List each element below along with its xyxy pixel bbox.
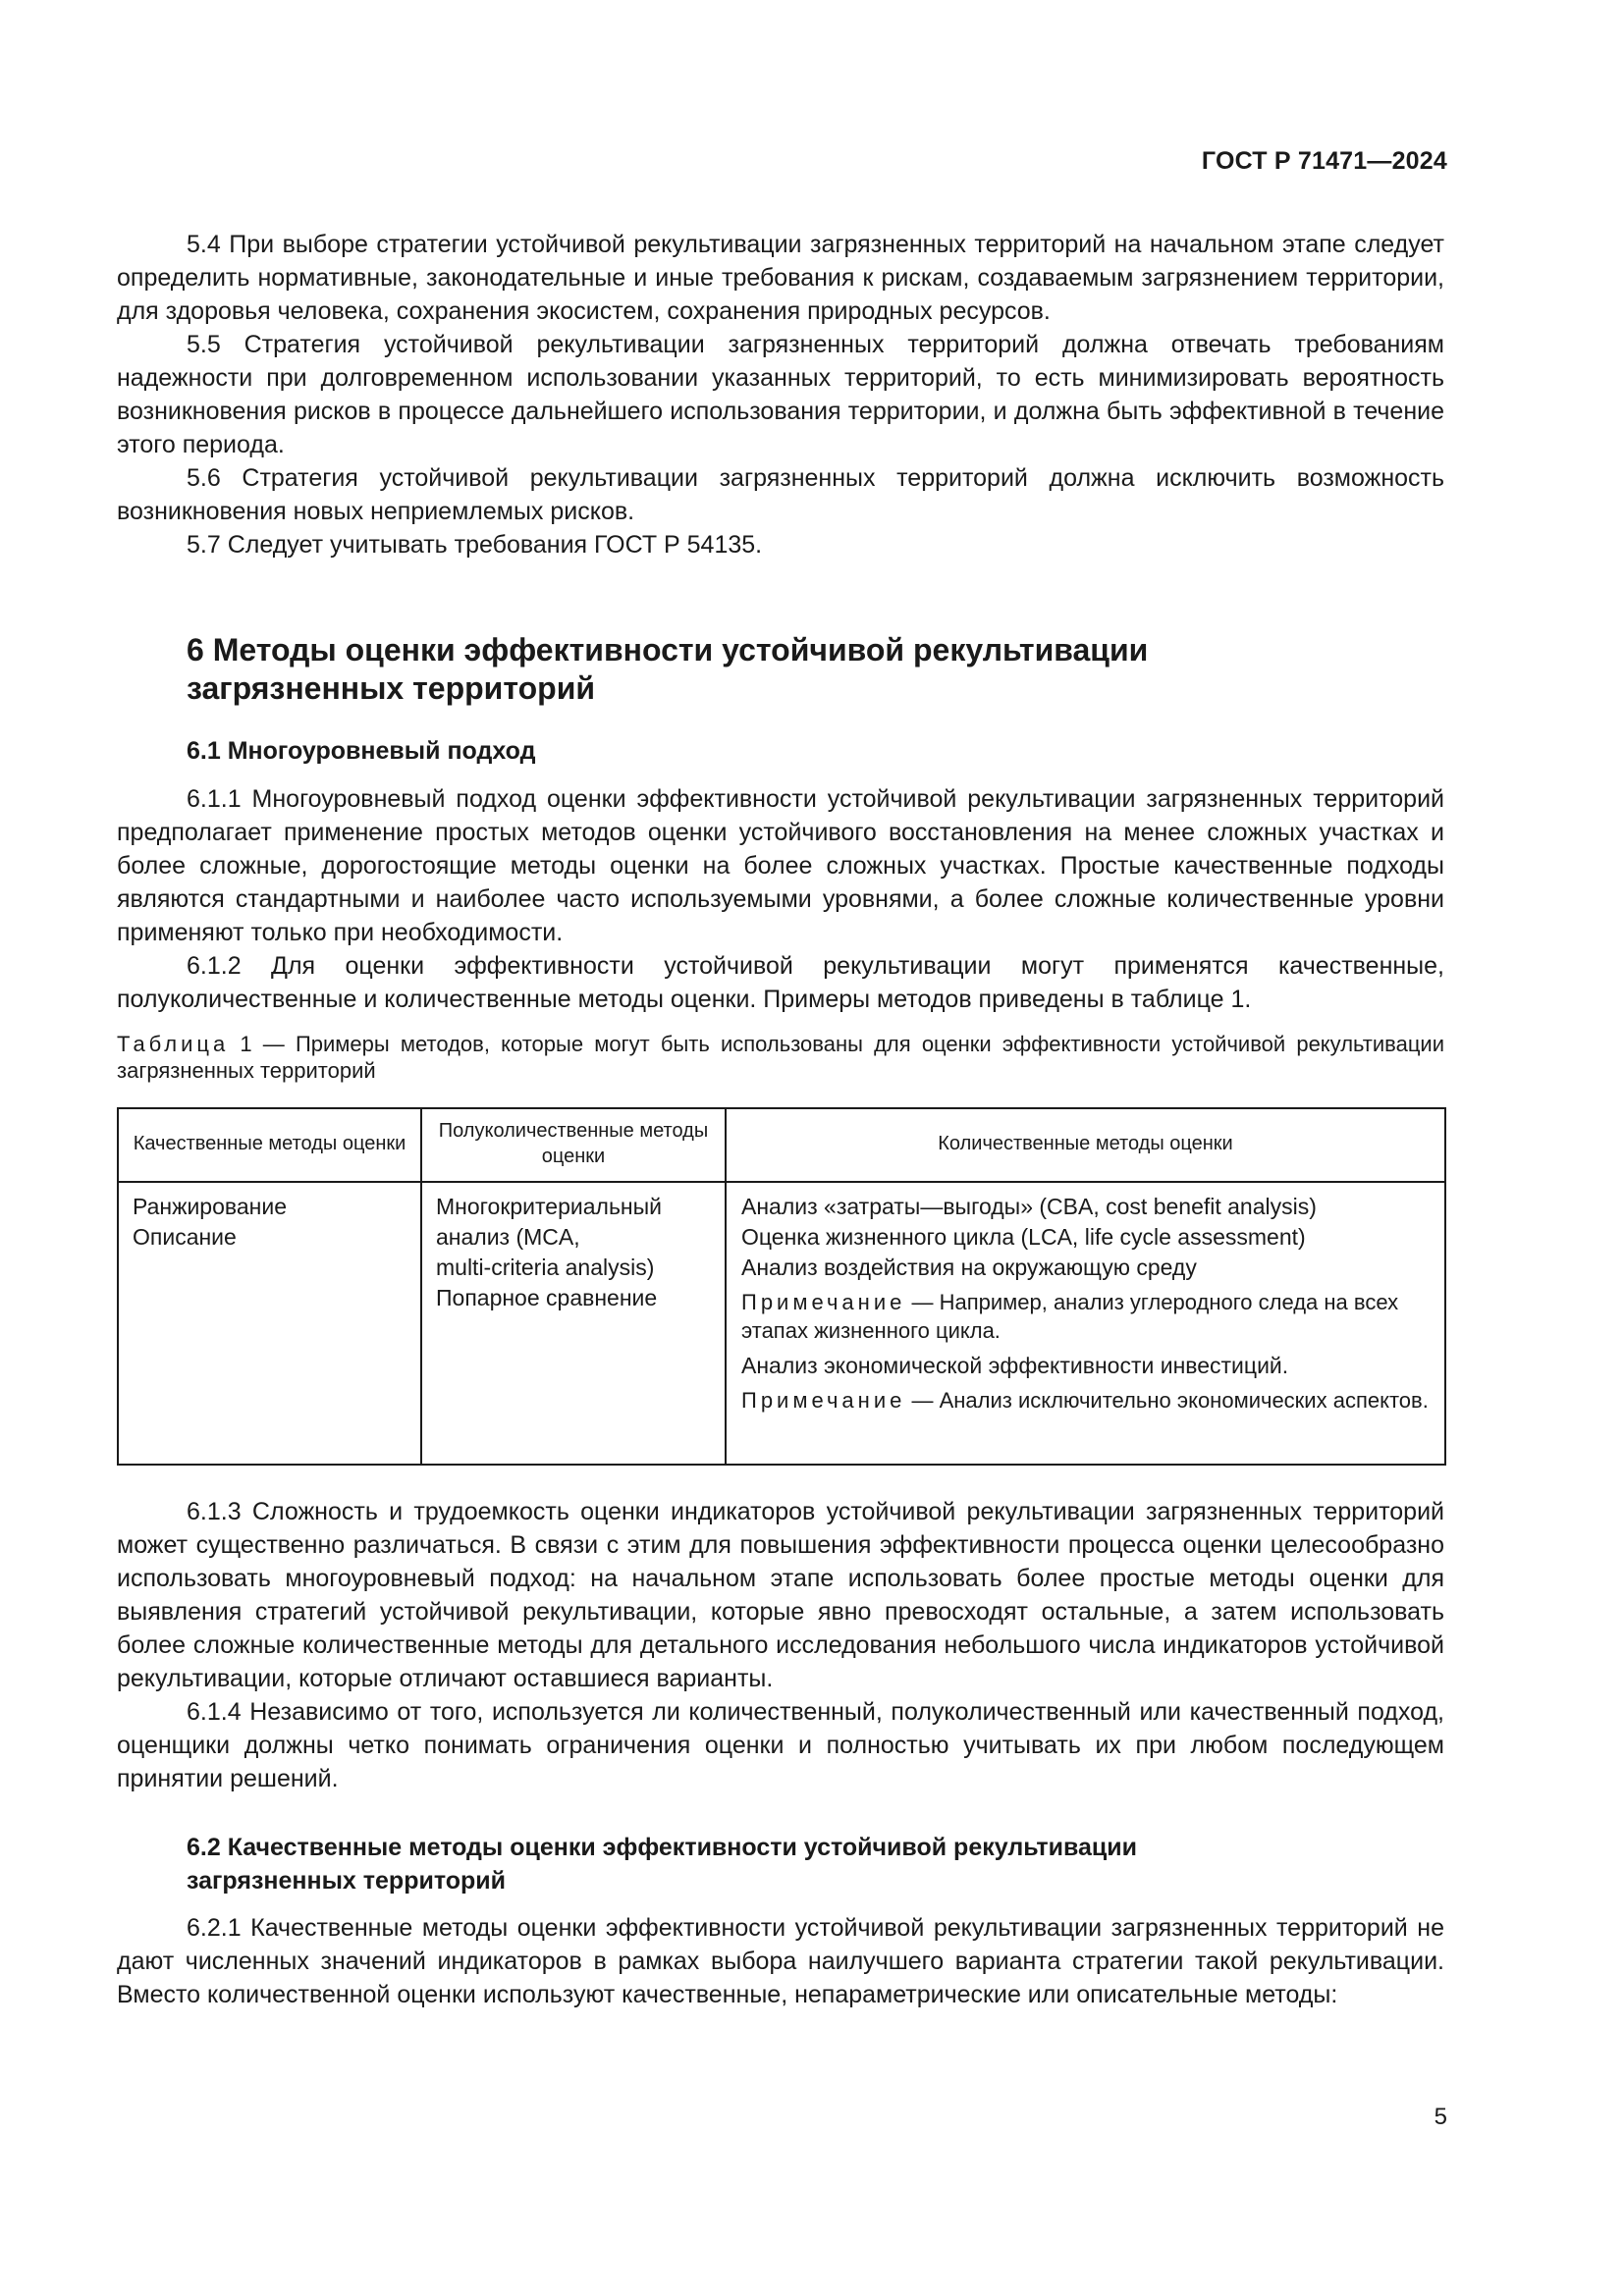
- table-note-1: Примечание — Например, анализ углеродного следа на всех этапах жизненного цикла.: [741, 1290, 1399, 1343]
- table-note-2: Примечание — Анализ исключительно экономических аспектов.: [741, 1388, 1429, 1413]
- paragraph-5-7: 5.7 Следует учитывать требования ГОСТ Р 54135.: [187, 531, 763, 559]
- paragraph-6-1-2: 6.1.2 Для оценки эффективности устойчивой рекультивации могут применятся качественные, полуколичественные и количественные методы оценки. Примеры методов приведены в таблице 1.: [117, 952, 1444, 1013]
- section-6-1-text: [117, 782, 1444, 1016]
- table-row: [118, 1182, 1445, 1465]
- paragraph-6-1-3: 6.1.3 Сложность и трудоемкость оценки индикаторов устойчивой рекультивации загрязненных территорий может существенно различаться. В связи с этим для повышения эффективности процесса оценки целесообразно использовать многоуровневый подход: на начальном этапе использовать более простые методы оценки для выявления стратегий устойчивой рекультивации, которые явно превосходят остальные, а затем использовать более сложные количественные методы для детального исследования небольшого числа индикаторов устойчивой рекультивации, которые отличают оставшиеся варианты.: [117, 1498, 1444, 1692]
- page-number: 5: [1434, 2104, 1447, 2130]
- document-code: ГОСТ Р 71471—2024: [1201, 147, 1447, 175]
- section-5-text: [117, 228, 1444, 561]
- section-6-1-continued-text: [117, 1495, 1444, 1795]
- header-qualitative: Качественные методы оценки: [118, 1108, 421, 1182]
- methods-table: [117, 1107, 1446, 1466]
- header-semi-quantitative: Полуколичественные методы оценки: [421, 1108, 726, 1182]
- cell-qualitative: Ранжирование Описание: [118, 1182, 421, 1465]
- paragraph-6-1-4: 6.1.4 Независимо от того, используется ли количественный, полуколичественный или качественный подход, оценщики должны четко понимать ограничения оценки и полностью учитывать их при любом последующем принятии решений.: [117, 1698, 1444, 1792]
- paragraph-6-2-1: 6.2.1 Качественные методы оценки эффективности устойчивой рекультивации загрязненных территорий не дают численных значений индикаторов в рамках выбора наилучшего варианта стратегии такой рекультивации. Вместо количественной оценки используют качественные, непараметрические или описательные методы:: [117, 1914, 1444, 2008]
- table-header-row: [118, 1108, 1445, 1182]
- paragraph-5-6: 5.6 Стратегия устойчивой рекультивации загрязненных территорий должна исключить возможность возникновения новых неприемлемых рисков.: [117, 464, 1444, 525]
- table-1-caption: Таблица 1 — Примеры методов, которые могут быть использованы для оценки эффективности устойчивой рекультивации загрязненных территорий: [117, 1032, 1444, 1083]
- subsection-6-2-heading: 6.2 Качественные методы оценки эффективности устойчивой рекультивации загрязненных территорий: [187, 1834, 1138, 1895]
- section-6-2-text: [117, 1911, 1444, 2011]
- paragraph-5-5: 5.5 Стратегия устойчивой рекультивации загрязненных территорий должна отвечать требованиям надежности при долговременном использовании указанных территорий, то есть минимизировать вероятность возникновения рисков в процессе дальнейшего использования территории, и должна быть эффективной в течение этого периода.: [117, 331, 1444, 458]
- paragraph-5-4: 5.4 При выборе стратегии устойчивой рекультивации загрязненных территорий на начальном этапе следует определить нормативные, законодательные и иные требования к рискам, создаваемым загрязнением территории, для здоровья человека, сохранения экосистем, сохранения природных ресурсов.: [117, 231, 1444, 325]
- cell-quantitative: Анализ «затраты—выгоды» (CBA, cost benefit analysis) Оценка жизненного цикла (LCA, life cycle assessment) Анализ воздействия на окружающую среду Примечание — Например, анализ углеродного следа на всех этапах жизненного цикла. Анализ экономической эффективности инвестиций. Примечание — Анализ исключительно экономических аспектов.: [726, 1182, 1445, 1465]
- cell-semi-quantitative: Многокритериальный анализ (MCA, multi-criteria analysis) Попарное сравнение: [421, 1182, 726, 1465]
- subsection-6-1-heading: 6.1 Многоуровневый подход: [187, 737, 536, 765]
- header-quantitative: Количественные методы оценки: [726, 1108, 1445, 1182]
- paragraph-6-1-1: 6.1.1 Многоуровневый подход оценки эффективности устойчивой рекультивации загрязненных территорий предполагает применение простых методов оценки устойчивого восстановления на менее сложных участках и более сложные, дорогостоящие методы оценки на более сложных участках. Простые качественные подходы являются стандартными и наиболее часто используемыми уровнями, а более сложные количественные уровни применяют только при необходимости.: [117, 785, 1444, 946]
- section-6-heading: 6 Методы оценки эффективности устойчивой рекультивации загрязненных территорий: [187, 632, 1149, 706]
